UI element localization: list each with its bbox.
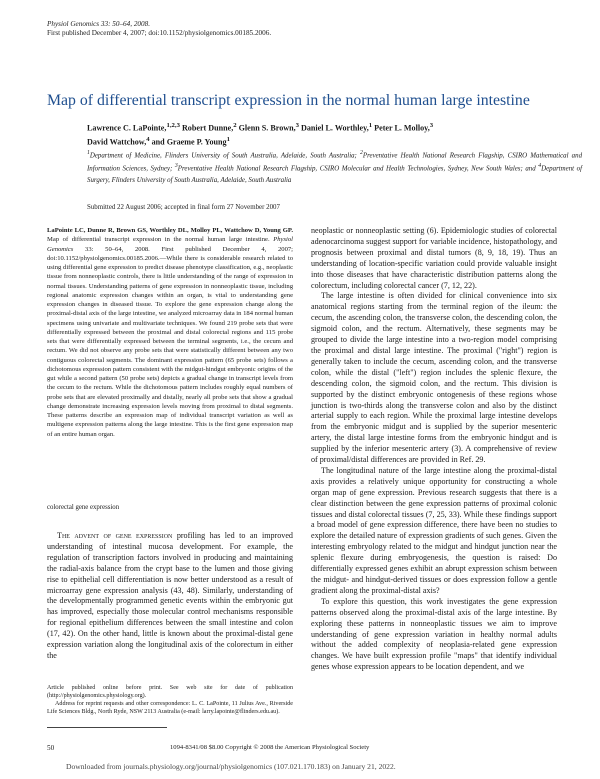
affiliations: $^1$Department of Medicine, Flinders University of South Australia, Adelaide, South Australia; $^2$Preventative Health National Research Flagship, CSIRO Mathematical and Information Sciences, Sydney; $^3$Preventative Health National Research Flagship, CSIRO Molecular and Health Technologies, Sydney, New South Wales; and $^4$Department of Surgery, Flinders University of South Australia, Adelaide, South Australia bbox=[87, 150, 583, 184]
abstract-citation-authors: LaPointe LC, Dunne R, Brown GS, Worthley DL, Molloy PL, Wattchow D, Young GP. bbox=[47, 227, 293, 234]
intro-paragraph bbox=[47, 531, 293, 662]
footnote-address: Address for reprint requests and other correspondence: L. C. LaPointe, 11 Julius Ave., Riverside Life Sciences Bldg., North Ryde, NSW 2113 Australia (e-mail: larry.lapointe@flinders.edu.au). bbox=[47, 701, 293, 716]
abstract-journal: Physiol Genomics bbox=[47, 236, 293, 253]
download-notice: Downloaded from journals.physiology.org/journal/physiolgenomics (107.021.170.183) on January 21, 2022. bbox=[66, 762, 396, 771]
footnotes bbox=[47, 684, 293, 716]
first-published-line: First published December 4, 2007; doi:10.1152/physiolgenomics.00185.2006. bbox=[47, 29, 272, 37]
body-paragraph-3: The longitudinal nature of the large intestine along the proximal-distal axis provides a relatively unique opportunity for constructing a whole organ map of gene expression. Previous research suggests that there is a clear distinction between the gene expression patterns of proximal colonic tissues and distal colorectal tissues (7, 25, 33). While these findings support a broad model of gene expression difference, there have been no studies to explore the detailed nature of expression gradients of such genes. Given the interesting embryology related to the midgut and hindgut junction near the splenic flexure during embryogenesis, the question is raised: Do differentially expressed genes exhibit an abrupt expression schism between the midgut- and hindgut-derived tissues or does expression follow a gentle gradient along the proximal-distal axis? bbox=[311, 465, 557, 595]
keywords: colorectal gene expression bbox=[47, 504, 120, 511]
copyright-line: 1094-8341/08 $8.00 Copyright © 2008 the American Physiological Society bbox=[170, 744, 370, 751]
body-right-column bbox=[311, 226, 557, 673]
footnote-divider bbox=[47, 727, 167, 728]
journal-citation-line: Physiol Genomics 33: 50–64, 2008. bbox=[47, 20, 151, 28]
abstract-citation-end: 33: 50–64, 2008. First published December 4, 2007; doi:10.1152/physiolgenomics.00185.2006.— bbox=[47, 245, 293, 262]
footnote-publication-note: Article published online before print. See web site for date of publication (http://physiolgenomics.physiology.org). bbox=[47, 685, 293, 700]
article-title: Map of differential transcript expression in the normal human large intestine bbox=[47, 92, 530, 109]
body-paragraph-4: To explore this question, this work investigates the gene expression patterns observed along the proximal-distal axis of the large intestine. By exploring these patterns in nonneoplastic tissues we aim to improve understanding of gene expression variation in healthy normal adults without the added complexity of neoplasia-related gene expression changes. We have built expression profile "maps" that identify individual genes whose expression appears to be location dependent, and we bbox=[311, 596, 557, 672]
author-list bbox=[87, 120, 587, 148]
abstract-citation-title: Map of differential transcript expression in the normal human large intestine. bbox=[47, 236, 274, 244]
abstract-text: While there is considerable research related to using differential gene expression to predict disease phenotype classification, e.g., neoplastic tissue from nonneoplastic controls, there is little understanding of the range of expression in normal tissues. Understanding patterns of gene expression in nonneoplastic tissue, including regional anatomic expression changes within an organ, is vital to understanding gene expression changes in diseased tissue. To explore the gene expression change along the proximal-distal axis of the large intestine, we analyzed microarray data in 184 normal human specimens using univariate and multivariate techniques. We found 219 probe sets that were differentially expressed between the proximal and distal colorectal regions and 115 probe sets that were differentially expressed between the terminal segments, i.e., the cecum and rectum. We did not observe any probe sets that were statistically different between any two contiguous colorectal segments. The dominant expression pattern (65 probe sets) follows a dichotomous expression pattern consistent with the midgut-hindgut embryonic origins of the gut while a second pattern (50 probe sets) depicts a gradual change in transcript levels from the cecum to the rectum. While the dichotomous pattern includes roughly equal numbers of probe sets that are elevated proximally and distally, nearly all probe sets that show a gradual change demonstrate increasing expression levels moving from proximal to distal segments. These patterns describe an expression map of individual transcript variation as well as multigene expression patterns along the large intestine. This is the first gene expression map of an entire human organ. bbox=[47, 254, 293, 438]
author-line-2: David Wattchow,$^4$ and Graeme P. Young$^1$ bbox=[87, 136, 230, 147]
body-paragraph-1: neoplastic or nonneoplastic setting (6). Epidemiologic studies of colorectal adenocarcinoma suggest support for variable incidence, histopathology, and prognosis between proximal and distal tumors (8, 9, 18, 19). Thus an understanding of location-specific variation could provide valuable insight into those diseases that have characteristic distribution patterns along the colorectum, including colorectal cancer (7, 12, 22). bbox=[311, 226, 557, 290]
author-line-1: Lawrence C. LaPointe,$^{1,2,3}$ Robert Dunne,$^2$ Glenn S. Brown,$^3$ Daniel L. Worthley,$^1$ Peter L. Molloy,$^3$ bbox=[87, 122, 434, 133]
abstract bbox=[47, 226, 293, 439]
body-left-column bbox=[47, 531, 293, 662]
body-paragraph-2: The large intestine is often divided for clinical convenience into six anatomical regions starting from the terminal region of the ileum: the cecum, the ascending colon, the transverse colon, the descending colon, the sigmoid colon, and the rectum. Alternatively, these segments may be grouped to divide the large intestine into a two-region model comprising the proximal and distal large intestine. The proximal ("right") region is generally taken to include the cecum, ascending colon, and the transverse colon, while the distal ("left") region includes the splenic flexure, the descending colon, the sigmoid colon, and the rectum. This division is supported by the distinct embryonic ontogenesis of these regions whose junction is two-thirds along the transverse colon and also by the distinct arterial supply to each region. While the proximal large intestine develops from the embryonic midgut and is supplied by the superior mesenteric artery, the distal large intestine forms from the embryonic hindgut and is supplied by the inferior mesenteric artery (3). A comprehensive of review of proximal/distal differences are provided in Ref. 29. bbox=[311, 291, 557, 465]
submission-dates: Submitted 22 August 2006; accepted in final form 27 November 2007 bbox=[87, 204, 280, 211]
page-number: 50 bbox=[47, 744, 55, 752]
intro-lead-in: The advent of gene expression bbox=[57, 531, 173, 540]
intro-text: profiling has led to an improved understanding of intestinal mucosa development. For example, the regulation of transcription factors involved in producing and maintaining the radial-axis balance from the crypt base to the lumen and those giving rise to epithelial cell differentiation is now better understood as a result of microarray gene expression analysis (43, 48). Similarly, understanding of the developmentally programmed genetic events within the embryonic gut has improved, especially those molecular control mechanisms responsible for regional epithelium differences between the small intestine and colon (17, 42). On the other hand, little is known about the proximal-distal gene expression variation along the longitudinal axis of the colorectum in either the bbox=[47, 531, 293, 660]
